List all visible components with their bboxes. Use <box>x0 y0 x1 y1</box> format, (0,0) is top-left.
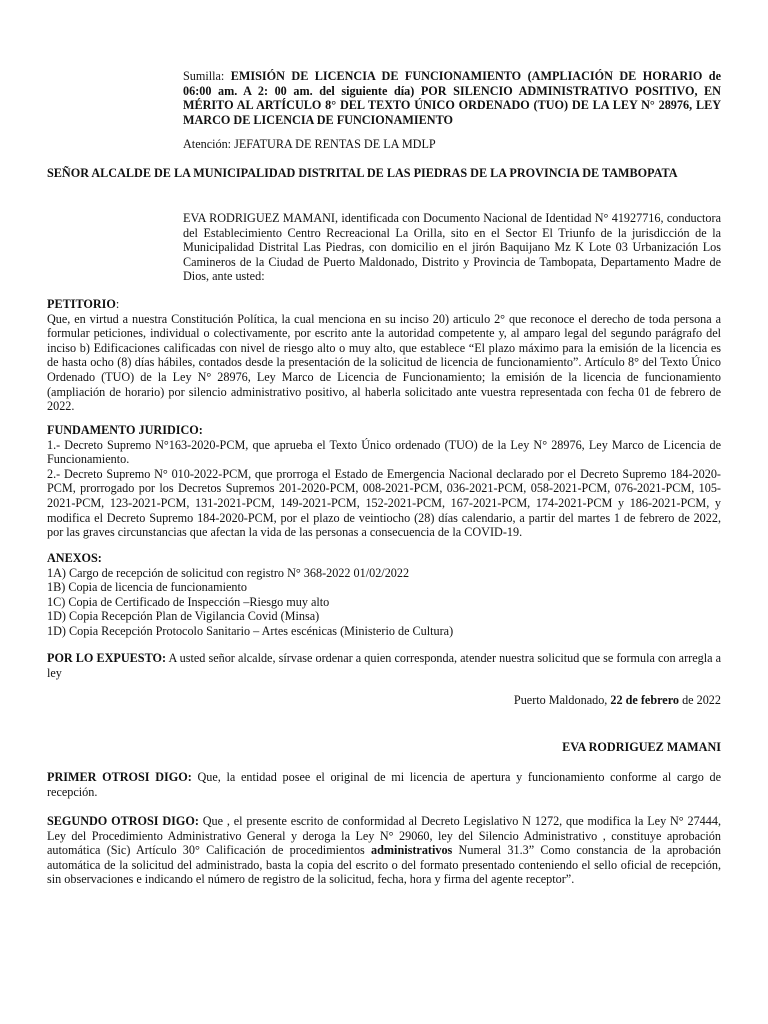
sumilla-label: Sumilla: <box>183 69 225 83</box>
fundamento-heading: FUNDAMENTO JURIDICO: <box>47 423 203 437</box>
sumilla-text: EMISIÓN DE LICENCIA DE FUNCIONAMIENTO (AMPLIACIÓN DE HORARIO de 06:00 am. A 2: 00 am. del siguiente día) POR SILENCIO ADMINISTRATIVO POSITIVO, EN MÉRITO AL ARTÍCULO 8° DEL TEXTO ÚNICO ORDENADO (TUO) DE LA LEY N° 28976, LEY MARCO DE LICENCIA DE FUNCIONAMIENTO <box>183 69 721 127</box>
date-year: de 2022 <box>682 693 721 707</box>
sumilla <box>183 69 721 127</box>
anexo-item: 1A) Cargo de recepción de solicitud con registro N° 368-2022 01/02/2022 <box>47 565 410 580</box>
signature-name: EVA RODRIGUEZ MAMANI <box>562 740 721 754</box>
fundamento-section <box>47 423 721 540</box>
date-day-month: 22 de febrero <box>610 693 680 707</box>
fundamento-item: 2.- Decreto Supremo N° 010-2022-PCM, que prorroga el Estado de Emergencia Nacional declarado por el Decreto Supremo 184-2020-PCM, prorrogado por los Decretos Supremos 201-2020-PCM, 008-2021-PCM, 036-2021-PCM, 058-2021-PCM, 076-2021-PCM, 105-2021-PCM, 123-2021-PCM, 131-2021-PCM, 149-2021-PCM, 152-2021-PCM, 167-2021-PCM, 174-2021-PCM y 186-2021-PCM, y modifica el Decreto Supremo 184-2020-PCM, por el plazo de veintiocho (28) días calendario, a partir del martes 1 de febrero de 2022, por las graves circunstancias que afectan la vida de las personas a consecuencia de la COVID-19. <box>47 466 721 540</box>
fundamento-item: 1.- Decreto Supremo N°163-2020-PCM, que aprueba el Texto Único ordenado (TUO) de la Ley N° 28976, Ley Marco de Licencia de Funcionamiento. <box>47 437 721 467</box>
anexo-item: 1C) Copia de Certificado de Inspección –Riesgo muy alto <box>47 594 330 609</box>
anexos-heading: ANEXOS: <box>47 551 102 565</box>
petitorio-section <box>47 297 721 414</box>
petitorio-colon: : <box>115 297 120 311</box>
segundo-otrosi-text-a: Que , el presente escrito de conformidad al Decreto Legislativo N 1272, que modifica la Ley N° 27444, Ley del Procedimiento Administrativo General y deroga la Ley N° 29060, ley del Silencio Administrativo , constituye aprobación automática (Sic) Artículo 30° Calificación de procedimientos <box>47 814 722 858</box>
addressee: SEÑOR ALCALDE DE LA MUNICIPALIDAD DISTRITAL DE LAS PIEDRAS DE LA PROVINCIA DE TAMBOPATA <box>47 166 678 180</box>
intro-paragraph: EVA RODRIGUEZ MAMANI, identificada con Documento Nacional de Identidad N° 41927716, conductora del Establecimiento Centro Recreacional La Orilla, sito en el Sector El Triunfo de la jurisdicción de la Municipalidad Distrital Las Piedras, con domicilio en el jirón Baquijano Mz K Lote 03 Urbanización Los Camineros de la Ciudad de Puerto Maldonado, Distrito y Provincia de Tambopata, Departamento Madre de Dios, ante usted: <box>183 211 721 284</box>
anexo-item: 1D) Copia Recepción Plan de Vigilancia Covid (Minsa) <box>47 609 320 624</box>
date-place: Puerto Maldonado, <box>513 693 608 707</box>
primer-otrosi-section <box>47 770 721 799</box>
expuesto-text: A usted señor alcalde, sírvase ordenar a quien corresponda, atender nuestra solicitud que se formula con arregla a ley <box>47 651 721 680</box>
atencion-line: Atención: JEFATURA DE RENTAS DE LA MDLP <box>183 137 436 151</box>
petitorio-text: Que, en virtud a nuestra Constitución Política, la cual menciona en su inciso 20) articulo 2° que reconoce el derecho de toda persona a formular peticiones, individual o colectivamente, por escrito ante la autoridad competente y, al amparo legal del segundo parágrafo del inciso b) Edificaciones calificadas con nivel de riesgo alto o muy alto, que establece “El plazo máximo para la emisión de la licencia es de hasta ocho (8) días hábiles, contados desde la presentación de la solicitud de licencia de funcionamiento”. Artículo 8° del Texto Único Ordenado (TUO) de la Ley N° 28976, Ley Marco de Licencia de Funcionamiento; la emisión de la licencia de funcionamiento (ampliación de horario) por silencio administrativo positivo, al haberla solicitado ante vuestra representada con fecha 01 de febrero de 2022. <box>47 311 721 414</box>
segundo-otrosi-text-b: Numeral 31.3” Como constancia de la aprobación automática de la solicitud del administrado, basta la copia del escrito o del formato presentado conteniendo el sello oficial de recepción, sin observaciones e indicando el número de registro de la solicitud, fecha, hora y firma del agente receptor”. <box>47 843 722 887</box>
date-line <box>47 693 721 708</box>
expuesto-section <box>47 651 721 680</box>
segundo-otrosi-section <box>47 814 721 887</box>
segundo-otrosi-bold-word: administrativos <box>371 843 453 858</box>
expuesto-heading: POR LO EXPUESTO: <box>47 651 167 665</box>
anexo-item: 1B) Copia de licencia de funcionamiento <box>47 580 248 595</box>
primer-otrosi-text: Que, la entidad posee el original de mi licencia de apertura y funcionamiento conforme al cargo de recepción. <box>47 770 722 799</box>
anexo-item: 1D) Copia Recepción Protocolo Sanitario – Artes escénicas (Ministerio de Cultura) <box>47 623 454 638</box>
anexos-section <box>47 551 721 639</box>
petitorio-heading: PETITORIO <box>47 297 116 311</box>
segundo-otrosi-heading: SEGUNDO OTROSI DIGO: <box>47 814 199 828</box>
primer-otrosi-heading: PRIMER OTROSI DIGO: <box>47 770 192 784</box>
